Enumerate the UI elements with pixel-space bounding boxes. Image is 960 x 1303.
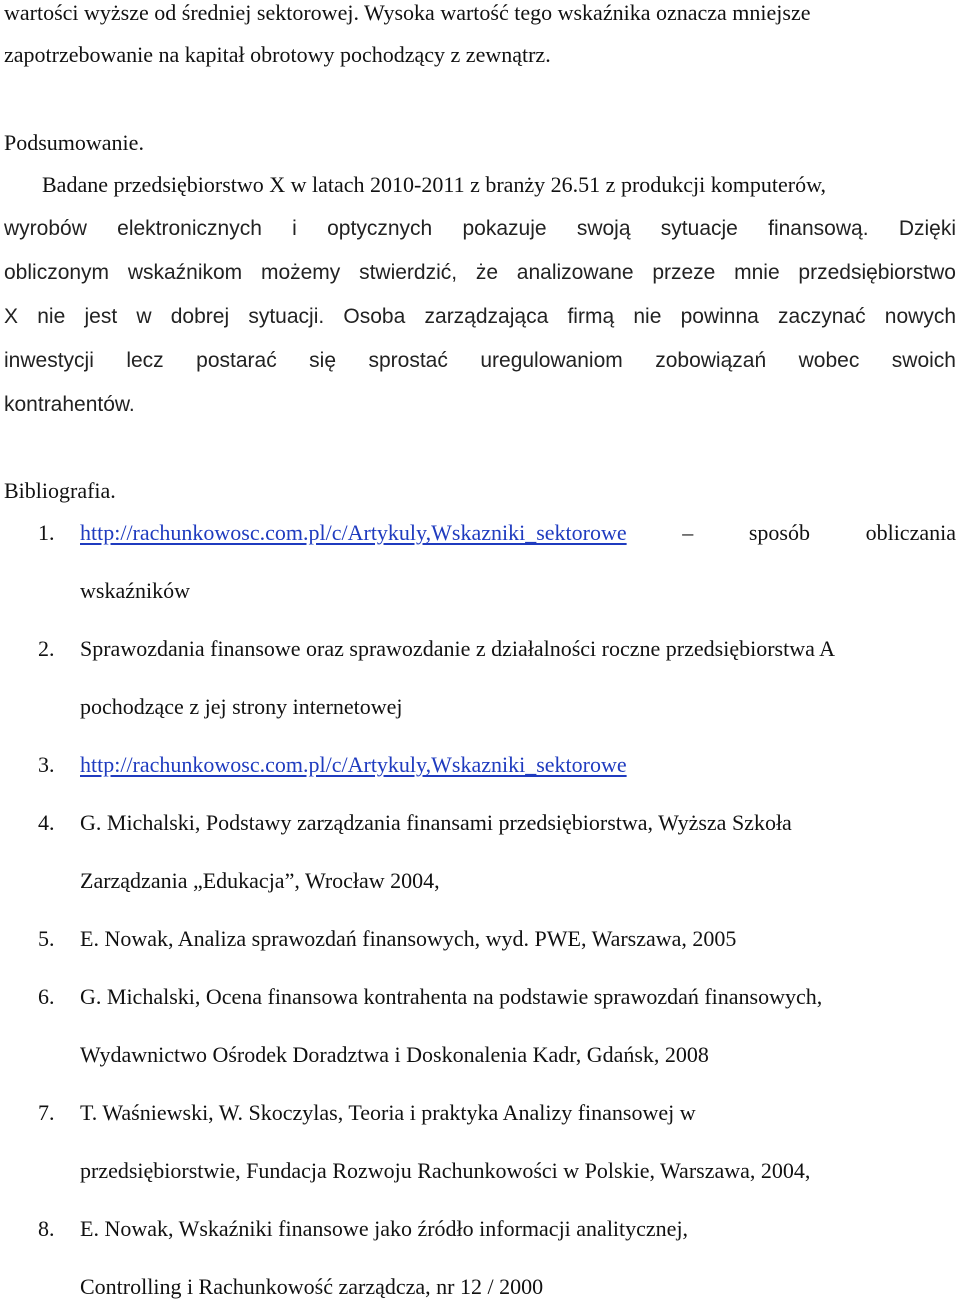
bib-item-5-line-1-text: E. Nowak, Analiza sprawozdań finansowych, wyd. PWE, Warszawa, 2005 [80, 926, 737, 951]
bib-item-4-line-2-text: Zarządzania „Edukacja”, Wrocław 2004, [80, 868, 440, 893]
bib-item-7-line-2-text: przedsiębiorstwie, Fundacja Rozwoju Rachunkowości w Polskie, Warszawa, 2004, [80, 1158, 811, 1183]
summary-line-1 [42, 172, 826, 198]
bib-item-1-line-2 [80, 578, 190, 604]
bib-item-1-line-1 [80, 520, 956, 546]
intro-line-2 [4, 42, 551, 68]
intro-line-1 [4, 0, 810, 26]
summary-line-5 [4, 348, 956, 374]
summary-line-5-text: inwestycji lecz postarać się sprostać uregulowaniom zobowiązań wobec swoich [4, 349, 956, 372]
bib-item-8-line-1 [80, 1216, 688, 1242]
summary-line-4-text: X nie jest w dobrej sytuacji. Osoba zarządzająca firmą nie powinna zaczynać nowych [4, 305, 956, 328]
summary-heading [4, 130, 144, 156]
bib-item-6-line-1 [80, 984, 822, 1010]
bib-item-7-line-1 [80, 1100, 696, 1126]
bib-item-2-line-1 [80, 636, 835, 662]
bib-item-7-line-2 [80, 1158, 810, 1184]
intro-line-1-text: wartości wyższe od średniej sektorowej. Wysoka wartość tego wskaźnika oznacza mniejsze [4, 0, 811, 25]
bib-item-3-line-1 [80, 752, 627, 778]
summary-line-3-text: obliczonym wskaźnikom możemy stwierdzić, że analizowane przeze mnie przedsiębiorstwo [4, 261, 956, 284]
bib-item-1-word-2: obliczania [865, 520, 956, 545]
bib-item-4-line-2 [80, 868, 440, 894]
bib-item-2-line-1-text: Sprawozdania finansowe oraz sprawozdanie z działalności roczne przedsiębiorstwa A [80, 636, 836, 661]
bib-item-1-word-1: sposób [748, 520, 810, 545]
bib-item-6-line-1-text: G. Michalski, Ocena finansowa kontrahenta na podstawie sprawozdań finansowych, [80, 984, 823, 1009]
bib-item-2-number: 2. [38, 636, 55, 661]
summary-heading-text: Podsumowanie. [4, 130, 144, 155]
summary-line-2 [4, 216, 956, 242]
bib-item-1-dash: – [682, 520, 694, 545]
bib-item-6-line-2 [80, 1042, 709, 1068]
bibliography-heading [4, 478, 116, 504]
bib-item-8-line-2 [80, 1274, 543, 1300]
bib-item-6-number: 6. [38, 984, 55, 1009]
summary-line-3 [4, 260, 956, 286]
bib-item-1-line-2-text: wskaźników [80, 578, 190, 603]
bib-item-7-line-1-text: T. Waśniewski, W. Skoczylas, Teoria i praktyka Analizy finansowej w [80, 1100, 696, 1125]
bib-item-1-link[interactable]: http://rachunkowosc.com.pl/c/Artykuly,Wskazniki_sektorowe [80, 520, 627, 545]
bib-item-8-line-2-text: Controlling i Rachunkowość zarządcza, nr 12 / 2000 [80, 1274, 544, 1299]
bib-item-5-number: 5. [38, 926, 55, 951]
bib-item-3-number: 3. [38, 752, 55, 777]
bib-item-2-line-2-text: pochodzące z jej strony internetowej [80, 694, 403, 719]
bib-item-8-line-1-text: E. Nowak, Wskaźniki finansowe jako źródło informacji analitycznej, [80, 1216, 689, 1241]
bib-item-1-number: 1. [38, 520, 55, 545]
bibliography-heading-text: Bibliografia. [4, 478, 116, 503]
summary-line-1-text: Badane przedsiębiorstwo X w latach 2010-2011 z branży 26.51 z produkcji komputerów, [42, 172, 827, 197]
bib-item-4-line-1-text: G. Michalski, Podstawy zarządzania finansami przedsiębiorstwa, Wyższa Szkoła [80, 810, 792, 835]
summary-line-6 [4, 392, 135, 418]
summary-line-6-text: kontrahentów. [4, 393, 135, 416]
bib-item-3-link[interactable]: http://rachunkowosc.com.pl/c/Artykuly,Wskazniki_sektorowe [80, 752, 627, 777]
intro-line-2-text: zapotrzebowanie na kapitał obrotowy pochodzący z zewnątrz. [4, 42, 551, 67]
bib-item-2-line-2 [80, 694, 403, 720]
summary-line-2-text: wyrobów elektronicznych i optycznych pokazuje swoją sytuacje finansową. Dzięki [4, 217, 956, 240]
summary-line-4 [4, 304, 956, 330]
bib-item-8-number: 8. [38, 1216, 55, 1241]
bib-item-5-line-1 [80, 926, 736, 952]
bib-item-6-line-2-text: Wydawnictwo Ośrodek Doradztwa i Doskonalenia Kadr, Gdańsk, 2008 [80, 1042, 709, 1067]
bib-item-4-number: 4. [38, 810, 55, 835]
bib-item-4-line-1 [80, 810, 792, 836]
bib-item-7-number: 7. [38, 1100, 55, 1125]
